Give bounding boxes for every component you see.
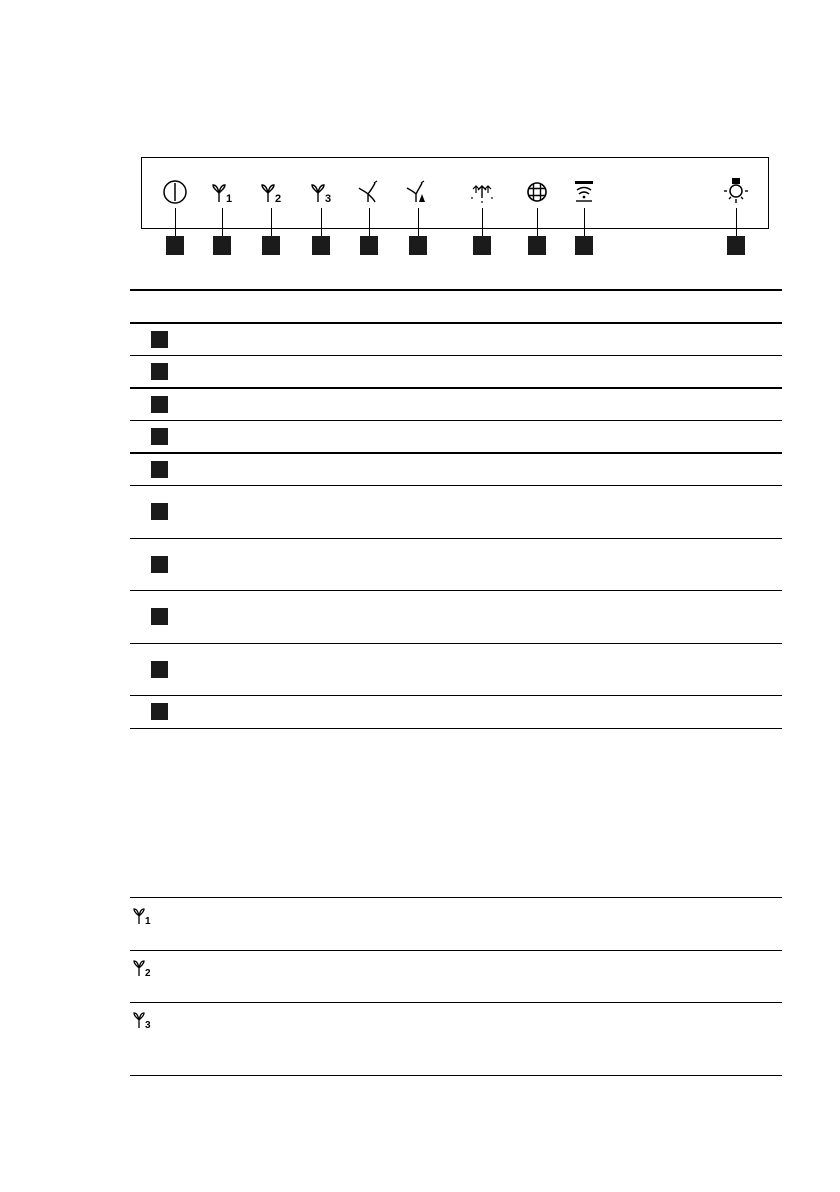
leader-line — [537, 208, 538, 236]
leader-line — [321, 208, 322, 236]
table-row — [151, 331, 168, 348]
table-bottom-rule — [130, 728, 782, 729]
callout-marker — [213, 236, 231, 255]
fan-speed-3-icon[interactable] — [306, 176, 336, 208]
table-header-rule — [130, 322, 782, 324]
table-row — [151, 661, 168, 678]
row-divider — [130, 538, 782, 539]
row-divider — [130, 420, 782, 421]
svg-text:3: 3 — [325, 193, 332, 205]
callout-marker — [727, 236, 745, 255]
grease-filter-icon[interactable] — [522, 176, 552, 208]
power-icon[interactable] — [160, 176, 190, 208]
svg-text:2: 2 — [145, 968, 151, 979]
table-row — [151, 608, 168, 625]
fan-speed-2-icon — [131, 956, 153, 982]
leader-line — [222, 208, 223, 236]
callout-marker — [473, 236, 491, 255]
row-divider — [130, 643, 782, 644]
table-row — [151, 461, 168, 478]
leader-line — [418, 208, 419, 236]
svg-text:1: 1 — [145, 916, 151, 927]
table-row — [151, 503, 168, 520]
row-divider — [130, 452, 782, 454]
svg-text:2: 2 — [275, 193, 282, 205]
fan-table-top-rule — [130, 897, 782, 898]
leader-line — [175, 208, 176, 236]
light-icon[interactable] — [721, 176, 751, 208]
callout-marker — [262, 236, 280, 255]
table-row — [151, 703, 168, 720]
row-divider — [130, 1002, 782, 1003]
fan-breeze-icon[interactable] — [354, 176, 384, 208]
row-divider — [130, 695, 782, 696]
fan-boost-icon[interactable] — [403, 176, 433, 208]
row-divider — [130, 355, 782, 356]
leader-line — [482, 208, 483, 236]
fan-speed-2-icon[interactable] — [256, 176, 286, 208]
fan-table-bottom-rule — [130, 1075, 782, 1076]
callout-marker — [312, 236, 330, 255]
row-divider — [130, 950, 782, 951]
callout-marker — [528, 236, 546, 255]
row-divider — [130, 590, 782, 591]
callout-marker — [409, 236, 427, 255]
fan-speed-1-icon[interactable] — [207, 176, 237, 208]
leader-line — [584, 208, 585, 236]
svg-text:3: 3 — [145, 1020, 151, 1031]
table-row — [151, 428, 168, 445]
table-row — [151, 363, 168, 380]
fan-speed-3-icon — [131, 1008, 153, 1034]
row-divider — [130, 387, 782, 389]
table-top-rule — [130, 289, 782, 291]
table-row — [151, 396, 168, 413]
callout-marker — [360, 236, 378, 255]
svg-text:1: 1 — [226, 193, 233, 205]
fan-speed-1-icon — [131, 904, 153, 930]
callout-marker — [166, 236, 184, 255]
leader-line — [271, 208, 272, 236]
auto-mode-icon[interactable] — [467, 176, 497, 208]
table-row — [151, 556, 168, 573]
hob2hood-icon[interactable] — [569, 176, 599, 208]
row-divider — [130, 485, 782, 486]
callout-marker — [575, 236, 593, 255]
leader-line — [736, 208, 737, 236]
leader-line — [369, 208, 370, 236]
